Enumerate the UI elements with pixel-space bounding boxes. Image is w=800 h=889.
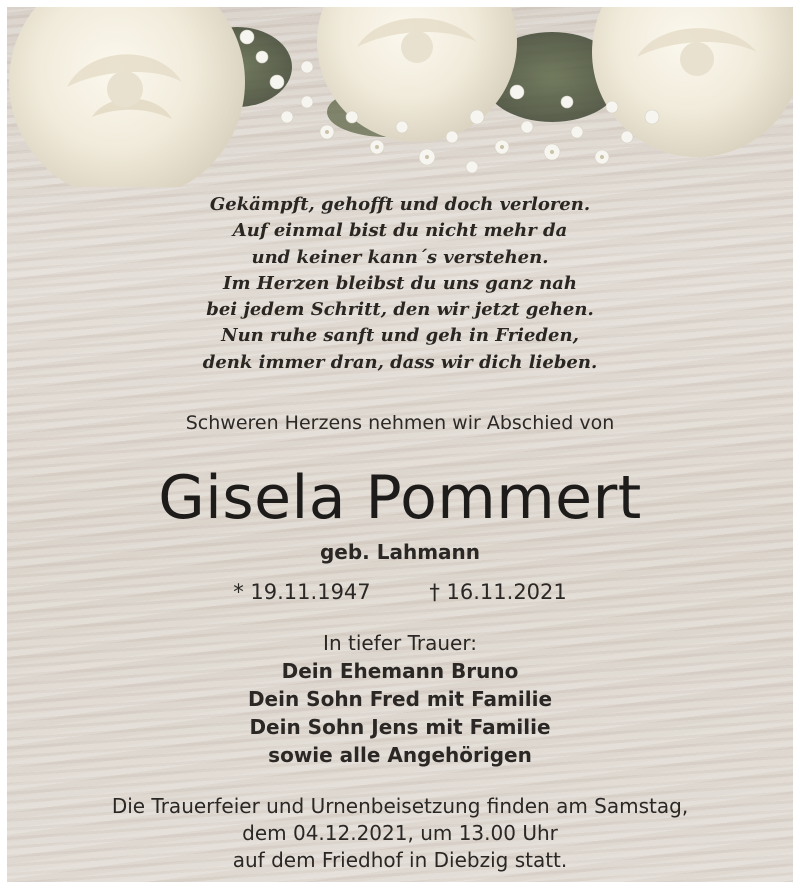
funeral-service-info: [7, 793, 793, 874]
birth-name: geb. Lahmann: [319, 540, 481, 564]
mourner-entry: sowie alle Angehörigen: [268, 743, 532, 767]
poem-line: Gekämpft, gehofft und doch verloren.: [209, 194, 591, 215]
birth-date: * 19.11.1947: [233, 580, 371, 604]
service-line: auf dem Friedhof in Diebzig statt.: [232, 848, 568, 872]
poem-line: Im Herzen bleibst du uns ganz nah: [223, 272, 577, 294]
death-date: † 16.11.2021: [429, 580, 567, 604]
service-line: Die Trauerfeier und Urnenbeisetzung finden am Samstag,: [111, 794, 689, 818]
poem-line: und keiner kann´s verstehen.: [251, 246, 549, 268]
poem-line: Nun ruhe sanft und geh in Frieden,: [221, 325, 579, 347]
mourning-lead: In tiefer Trauer:: [323, 631, 477, 655]
poem-line: denk immer dran, dass wir dich lieben.: [202, 351, 598, 373]
mourner-entry: Dein Sohn Jens mit Familie: [249, 715, 551, 739]
mourners-list: [7, 629, 793, 769]
memorial-poem: [7, 192, 793, 376]
service-line: dem 04.12.2021, um 13.00 Uhr: [242, 821, 558, 845]
life-dates: [7, 577, 793, 607]
farewell-intro: Schweren Herzens nehmen wir Abschied von: [185, 412, 615, 434]
deceased-name: Gisela Pommert: [158, 463, 642, 533]
mourner-entry: Dein Sohn Fred mit Familie: [247, 687, 553, 711]
mourner-entry: Dein Ehemann Bruno: [281, 659, 519, 683]
poem-line: bei jedem Schritt, den wir jetzt gehen.: [206, 299, 594, 321]
obituary-card: [7, 7, 793, 882]
poem-line: Auf einmal bist du nicht mehr da: [232, 220, 568, 242]
white-roses-image: [7, 7, 793, 187]
